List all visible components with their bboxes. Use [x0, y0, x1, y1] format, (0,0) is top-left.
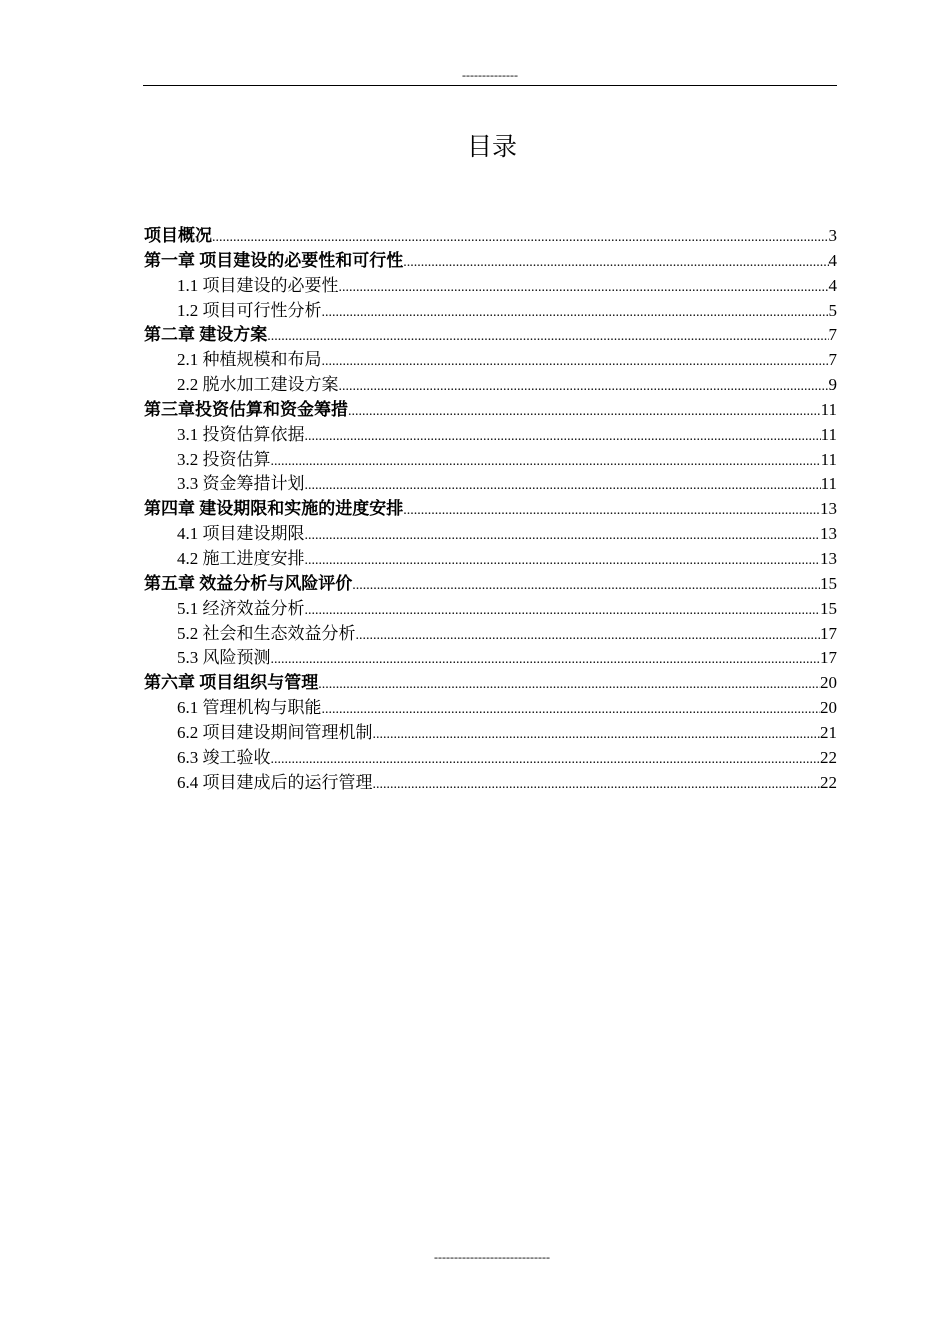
toc-section-entry[interactable]: [144, 274, 837, 299]
toc-dot-leader: [318, 673, 820, 696]
toc-section-entry[interactable]: [144, 472, 837, 497]
toc-chapter-entry[interactable]: [144, 671, 837, 696]
toc-dot-leader: [322, 350, 829, 373]
toc-page-number: 9: [828, 375, 837, 395]
toc-page-number: 7: [828, 350, 837, 370]
toc-page-number: 4: [828, 250, 837, 270]
toc-dot-leader: [403, 499, 820, 522]
toc-page-number: 13: [820, 548, 837, 568]
toc-dot-leader: [267, 325, 828, 348]
toc-dot-leader: [305, 474, 821, 497]
toc-dot-leader: [348, 400, 821, 423]
toc-section-entry[interactable]: [144, 597, 837, 622]
toc-page-number: 15: [820, 598, 837, 618]
toc-entry-label: 2.1 种植规模和布局: [177, 350, 322, 370]
toc-page-number: 13: [820, 524, 837, 544]
toc-page-number: 11: [820, 424, 837, 444]
toc-entry-label: 第一章 项目建设的必要性和可行性: [144, 250, 404, 270]
toc-section-entry[interactable]: [144, 423, 837, 448]
toc-page-number: 4: [828, 275, 837, 295]
toc-dot-leader: [322, 301, 829, 324]
toc-page-number: 13: [820, 499, 837, 519]
toc-dot-leader: [305, 425, 821, 448]
table-of-contents: [144, 224, 837, 795]
toc-entry-label: 3.3 资金筹措计划: [177, 474, 305, 494]
toc-dot-leader: [305, 599, 821, 622]
toc-section-entry[interactable]: [144, 771, 837, 796]
toc-dot-leader: [356, 624, 821, 647]
toc-page-number: 7: [828, 325, 837, 345]
toc-dot-leader: [403, 251, 828, 274]
toc-page-number: 22: [820, 772, 837, 792]
toc-entry-label: 项目概况: [144, 226, 212, 245]
toc-dot-leader: [271, 748, 821, 771]
toc-page-number: 20: [820, 698, 837, 718]
toc-chapter-entry[interactable]: [144, 497, 837, 522]
toc-page-number: 11: [820, 474, 837, 494]
toc-page-number: 22: [820, 747, 837, 767]
toc-chapter-entry[interactable]: [144, 572, 837, 597]
toc-page-number: 15: [820, 573, 837, 593]
toc-section-entry[interactable]: [144, 547, 837, 572]
toc-entry-label: 4.1 项目建设期限: [177, 524, 305, 544]
toc-dot-leader: [271, 450, 821, 473]
toc-dot-leader: [373, 773, 821, 796]
toc-page-number: 21: [820, 722, 837, 742]
toc-dot-leader: [271, 648, 821, 671]
toc-entry-label: 5.3 风险预测: [177, 648, 271, 668]
toc-dot-leader: [305, 549, 821, 572]
toc-page-number: 17: [820, 648, 837, 668]
toc-entry-label: 6.1 管理机构与职能: [177, 698, 322, 718]
toc-entry-label: 6.3 竣工验收: [177, 747, 271, 767]
toc-dot-leader: [339, 276, 829, 299]
page-title: 目录: [466, 134, 517, 161]
toc-page-number: 11: [820, 449, 837, 469]
toc-chapter-entry[interactable]: [144, 249, 837, 274]
toc-section-entry[interactable]: [144, 522, 837, 547]
toc-entry-label: 5.2 社会和生态效益分析: [177, 623, 356, 643]
toc-entry-label: 2.2 脱水加工建设方案: [177, 375, 339, 395]
toc-page-number: 5: [828, 300, 837, 320]
toc-entry-label: 第三章投资估算和资金筹措: [144, 399, 348, 419]
header-mark: --------------: [462, 68, 518, 82]
toc-entry-label: 5.1 经济效益分析: [177, 598, 305, 618]
toc-page-number: 20: [820, 673, 837, 693]
toc-entry-label: 3.1 投资估算依据: [177, 424, 305, 444]
toc-section-entry[interactable]: [144, 696, 837, 721]
toc-entry-label: 1.2 项目可行性分析: [177, 300, 322, 320]
toc-entry-label: 3.2 投资估算: [177, 449, 271, 469]
footer-mark: -----------------------------: [434, 1250, 550, 1264]
toc-dot-leader: [305, 524, 821, 547]
toc-dot-leader: [339, 375, 829, 398]
toc-page-number: 11: [820, 399, 837, 419]
toc-entry-label: 第六章 项目组织与管理: [144, 673, 319, 693]
toc-section-entry[interactable]: [144, 746, 837, 771]
toc-entry-label: 第四章 建设期限和实施的进度安排: [144, 499, 404, 519]
toc-dot-leader: [322, 698, 821, 721]
header-rule: [143, 85, 837, 86]
toc-page-number: 17: [820, 623, 837, 643]
toc-entry-label: 4.2 施工进度安排: [177, 548, 305, 568]
toc-chapter-entry[interactable]: [144, 224, 837, 249]
toc-section-entry[interactable]: [144, 646, 837, 671]
toc-section-entry[interactable]: [144, 299, 837, 324]
toc-dot-leader: [352, 574, 820, 597]
toc-entry-label: 第二章 建设方案: [144, 325, 268, 345]
toc-dot-leader: [373, 723, 821, 746]
toc-section-entry[interactable]: [144, 448, 837, 473]
toc-chapter-entry[interactable]: [144, 398, 837, 423]
toc-chapter-entry[interactable]: [144, 323, 837, 348]
toc-entry-label: 1.1 项目建设的必要性: [177, 275, 339, 295]
toc-dot-leader: [212, 226, 829, 249]
toc-section-entry[interactable]: [144, 622, 837, 647]
toc-entry-label: 第五章 效益分析与风险评价: [144, 573, 353, 593]
toc-section-entry[interactable]: [144, 721, 837, 746]
toc-entry-label: 6.2 项目建设期间管理机制: [177, 722, 373, 742]
toc-section-entry[interactable]: [144, 348, 837, 373]
toc-section-entry[interactable]: [144, 373, 837, 398]
toc-entry-label: 6.4 项目建成后的运行管理: [177, 772, 373, 792]
toc-page-number: 3: [828, 226, 837, 245]
